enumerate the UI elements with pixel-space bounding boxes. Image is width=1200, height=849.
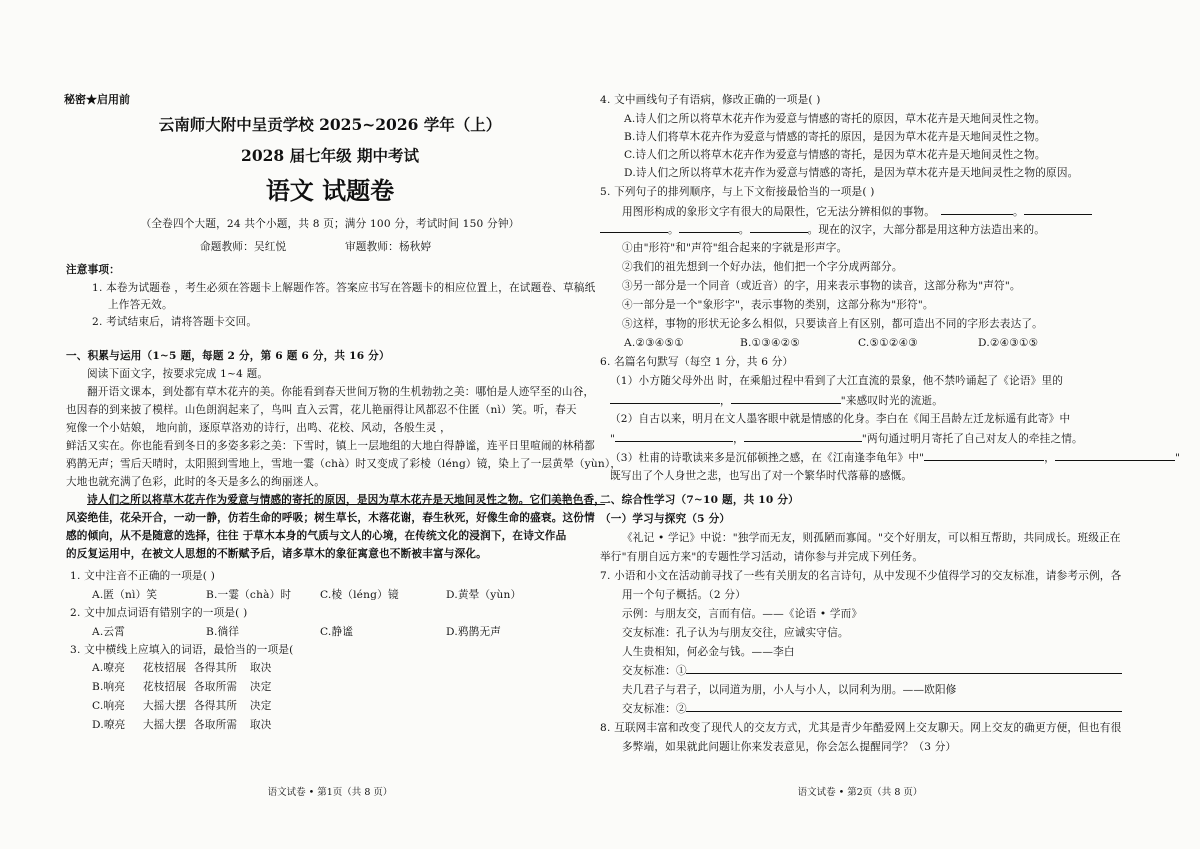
q5-sentence-4: ④一部分是一个"象形字"，表示事物的类别，这部分称为"形符"。 (622, 299, 934, 311)
passage-line: 的反复运用中，在被文人思想的不断赋予后，诸多草木的象征寓意也不断被丰富与深化。 (66, 548, 487, 560)
answer-blank[interactable] (924, 449, 1044, 461)
context-line: 《礼记 • 学记》中说："独学而无友，则孤陋而寡闻。"交个好朋友，可以相互帮助，共同成长。班级正在 (622, 532, 1121, 544)
answer-blank[interactable] (615, 430, 733, 442)
passage-line: 鸦鹊无声；雪后天晴时，太阳照到雪地上，雪地一霎（chà）时又变成了彩棱（léng）镜，染上了一层黄晕（yùn）， (66, 458, 622, 470)
context-line: 举行"有朋自远方来"的专题性学习活动，请你参与并完成下列任务。 (600, 551, 924, 563)
answer-line-1[interactable] (686, 673, 1122, 674)
q2-option-b: B.徜徉 (206, 626, 240, 638)
q1-option-a: A.匿（nì）笑 (92, 589, 158, 601)
q3-option-c-2: 大摇大摆 (143, 700, 187, 712)
confidential-label: 秘密★启用前 (64, 93, 130, 106)
notes-title: 注意事项： (66, 264, 120, 276)
passage-line: 翻开语文课本，到处都有草木花卉的美。你能看到春天世间万物的生机勃勃之美：哪怕是人迹罕至的山谷， (87, 386, 595, 398)
answer-blank[interactable] (744, 430, 862, 442)
question-1: 1. 文中注音不正确的一项是( ) (70, 570, 216, 582)
exam-info: （全卷四个大题，24 共个小题，共 8 页；满分 100 分，考试时间 150 分钟） (140, 218, 520, 230)
question-6: 6. 名篇名句默写（每空 1 分，共 6 分） (600, 356, 794, 368)
q6-part-2-cont: " ， "两句通过明月寄托了自己对友人的牵挂之情。 (610, 430, 1083, 447)
q2-option-c: C.静谧 (320, 626, 354, 638)
passage-line: 大地也就充满了色彩，此时的冬天是多么的绚丽迷人。 (66, 476, 326, 488)
passage-line: 风姿绝佳，花朵开合，一动一静，仿若生命的呼吸；树生草长，木落花谢，春生秋死，好像生命的盛衰。这份情 (66, 512, 595, 524)
q3-option-d-1: D.嘹亮 (92, 719, 126, 731)
passage-line: 鲜活又实在。你也能看到冬日的多姿多彩之美：下雪时，镇上一层地组的大地白得静谧，连平日里喧闹的林稍都 (66, 440, 595, 452)
answer-blank[interactable] (679, 221, 739, 233)
answer-line-2[interactable] (686, 711, 1122, 712)
q5-sentence-2: ②我们的祖先想到一个好办法，他们把一个字分成两部分。 (622, 261, 903, 273)
passage-line: 感的倾向，从不是随意的选择，往往 于草木本身的气质与文人的心境，在传统文化的浸润下，在诗文作品 (66, 530, 567, 542)
answer-blank[interactable] (1055, 449, 1175, 461)
q3-option-a-4: 取决 (250, 662, 272, 674)
q3-option-c-4: 决定 (250, 700, 272, 712)
q5-option-b: B.①③④②⑤ (740, 337, 801, 349)
q5-context: 用图形构成的象形文字有很大的局限性，它无法分辨相似的事物。 。 (622, 203, 1092, 220)
exam-title: 2028 届七年级 期中考试 (241, 146, 419, 165)
q3-option-b-4: 决定 (250, 681, 272, 693)
answer-blank[interactable] (731, 392, 841, 404)
q3-option-c-1: C.响亮 (92, 700, 126, 712)
q3-option-b-2: 花枝招展 (143, 681, 187, 693)
question-3: 3. 文中横线上应填入的词语，最恰当的一项是( (70, 644, 294, 656)
q5-sentence-1: ①由"形符"和"声符"组合起来的字就是形声字。 (622, 242, 848, 254)
q7-example: 示例：与朋友交，言而有信。——《论语 • 学而》 (622, 608, 863, 620)
page-2-footer: 语文试卷 • 第2页（共 8 页） (797, 787, 923, 798)
question-8: 8. 互联网丰富和改变了现代人的交友方式，尤其是青少年酷爱网上交友聊天。网上交友的确更方便，但也有很 (600, 722, 1122, 734)
passage-line-underlined: 诗人们之所以将草木花卉作为爱意与情感的寄托的原因，是因为草木花卉是天地间灵性之物。它们美艳色香， (87, 494, 606, 506)
q7-example-standard: 交友标准：孔子认为与朋友交往，应诚实守信。 (622, 627, 849, 639)
question-7-cont: 用一个句子概括。（2 分） (622, 589, 746, 601)
q7-quote-1: 人生贵相知，何必金与钱。——李白 (622, 646, 795, 658)
q6-part-3-cont: 既写出了个人身世之悲，也写出了对一个繁华时代落幕的感慨。 (610, 470, 913, 482)
section-1-heading: 一、积累与运用（1~5 题，每题 2 分，第 6 题 6 分，共 16 分） (66, 350, 390, 362)
q7-standard-1-label: 交友标准：① (622, 665, 687, 677)
q3-option-d-2: 大摇大摆 (143, 719, 187, 731)
q3-option-a-1: A.嘹亮 (92, 662, 126, 674)
setter-name: 命题教师：吴红悦 (200, 241, 287, 253)
answer-blank[interactable] (1024, 203, 1092, 215)
question-5: 5. 下列句子的排列顺序，与上下文衔接最恰当的一项是( ) (600, 186, 875, 198)
q4-option-a: A.诗人们之所以将草木花卉作为爱意与情感的寄托的原因，草木花卉是天地间灵性之物。 (624, 113, 1046, 125)
q5-option-a: A.②③④⑤① (624, 337, 684, 349)
school-title: 云南师大附中呈贡学校 2025~2026 学年（上） (158, 115, 502, 134)
answer-blank[interactable] (610, 392, 720, 404)
q7-standard-2-label: 交友标准：② (622, 703, 687, 715)
answer-blank[interactable] (750, 221, 808, 233)
passage-intro: 阅读下面文字，按要求完成 1~4 题。 (87, 368, 269, 380)
answer-blank[interactable] (941, 203, 1013, 215)
passage-line: 宛像一个小姑娘， 地向前，逐原草洛劝的诗行，出鸣、花校、风动，各般生灵 ， (66, 422, 451, 434)
subject-title: 语文 试题卷 (265, 176, 395, 205)
q6-part-3: （3）杜甫的诗歌读来多是沉郁顿挫之感，在《江南逢李龟年》中" ， " (610, 449, 1180, 466)
q4-option-b: B.诗人们将草木花卉作为爱意与情感的寄托的原因，是因为草木花卉是天地间灵性之物。 (624, 131, 1046, 143)
q3-option-a-3: 各得其所 (194, 662, 238, 674)
q5-option-d: D.②④③①⑤ (978, 337, 1039, 349)
q1-option-d: D.黄晕（yùn） (446, 589, 522, 601)
q1-option-c: C.棱（léng）镜 (320, 589, 399, 601)
q3-option-d-4: 取决 (250, 719, 272, 731)
q2-option-a: A.云霄 (92, 626, 126, 638)
page-1-footer: 语文试卷 • 第1页（共 8 页） (267, 787, 393, 798)
q3-option-a-2: 花枝招展 (143, 662, 187, 674)
q1-option-b: B.一霎（chà）时 (206, 589, 292, 601)
q4-option-c: C.诗人们之所以将草木花卉作为爱意与情感的寄托，是因为草木花卉是天地间灵性之物。 (624, 149, 1046, 161)
section-2-heading: 二、综合性学习（7~10 题，共 10 分） (600, 494, 799, 506)
passage-line: 也因春的到来披了模样。山色朗润起来了，鸟叫 直入云霄，花儿艳丽得让风都忍不住匿（nì）笑。听，春天 (66, 404, 577, 416)
q2-option-d: D.鸦鹊无声 (446, 626, 502, 638)
q5-option-c: C.⑤①②④③ (858, 337, 918, 349)
q3-option-d-3: 各取所需 (194, 719, 238, 731)
q5-sentence-5: ⑤这样，事物的形状无论多么相似，只要读音上有区别，都可造出不同的字形去表达了。 (622, 318, 1043, 330)
q3-option-c-3: 各得其所 (194, 700, 238, 712)
question-2: 2. 文中加点词语有错别字的一项是( ) (70, 607, 248, 619)
question-8-cont: 多弊端，如果就此问题让你来发表意见，你会怎么提醒同学？（3 分） (622, 741, 957, 753)
q3-option-b-3: 各取所需 (194, 681, 238, 693)
reviewer-name: 审题教师：杨秋婷 (345, 241, 432, 253)
q3-option-b-1: B.响亮 (92, 681, 126, 693)
note-2: 2. 考试结束后，请将答题卡交回。 (92, 316, 258, 328)
question-4: 4. 文中画线句子有语病，修改正确的一项是( ) (600, 94, 821, 106)
answer-blank[interactable] (600, 221, 668, 233)
q6-part-1-cont: ， "来感叹时光的流逝。 (610, 392, 943, 409)
q5-context-cont: 。 。 。现在的汉字，大部分都是用这种方法造出来的。 (600, 221, 1045, 238)
note-1: 1. 本卷为试题卷 ，考生必须在答题卡上解题作答。答案应书写在答题卡的相应位置上，在试题卷、草稿纸 (92, 282, 596, 294)
q6-part-2: （2）自古以来，明月在文人墨客眼中就是情感的化身。李白在《闻王昌龄左迁龙标遥有此寄》中 (610, 413, 1071, 425)
q5-sentence-3: ③另一部分是一个同音（或近音）的字，用来表示事物的读音，这部分称为"声符"。 (622, 280, 1021, 292)
q7-quote-2: 夫几君子与君子，以同道为朋，小人与小人，以同利为朋。——欧阳修 (622, 684, 957, 696)
q4-option-d: D.诗人们之所以将草木花卉作为爱意与情感的寄托，是因为草木花卉是天地间灵性之物的原因。 (624, 167, 1079, 179)
note-1-cont: 上作答无效。 (108, 299, 173, 311)
question-7: 7. 小语和小文在活动前寻找了一些有关朋友的名言诗句，从中发现不少值得学习的交友标准，请参考示例，各 (600, 570, 1122, 582)
q6-part-1: （1）小方随父母外出 时，在乘船过程中看到了大江直流的景象，他不禁吟诵起了《论语》里的 (610, 375, 1064, 387)
subsection-1-heading: （一）学习与探究（5 分） (600, 513, 731, 525)
